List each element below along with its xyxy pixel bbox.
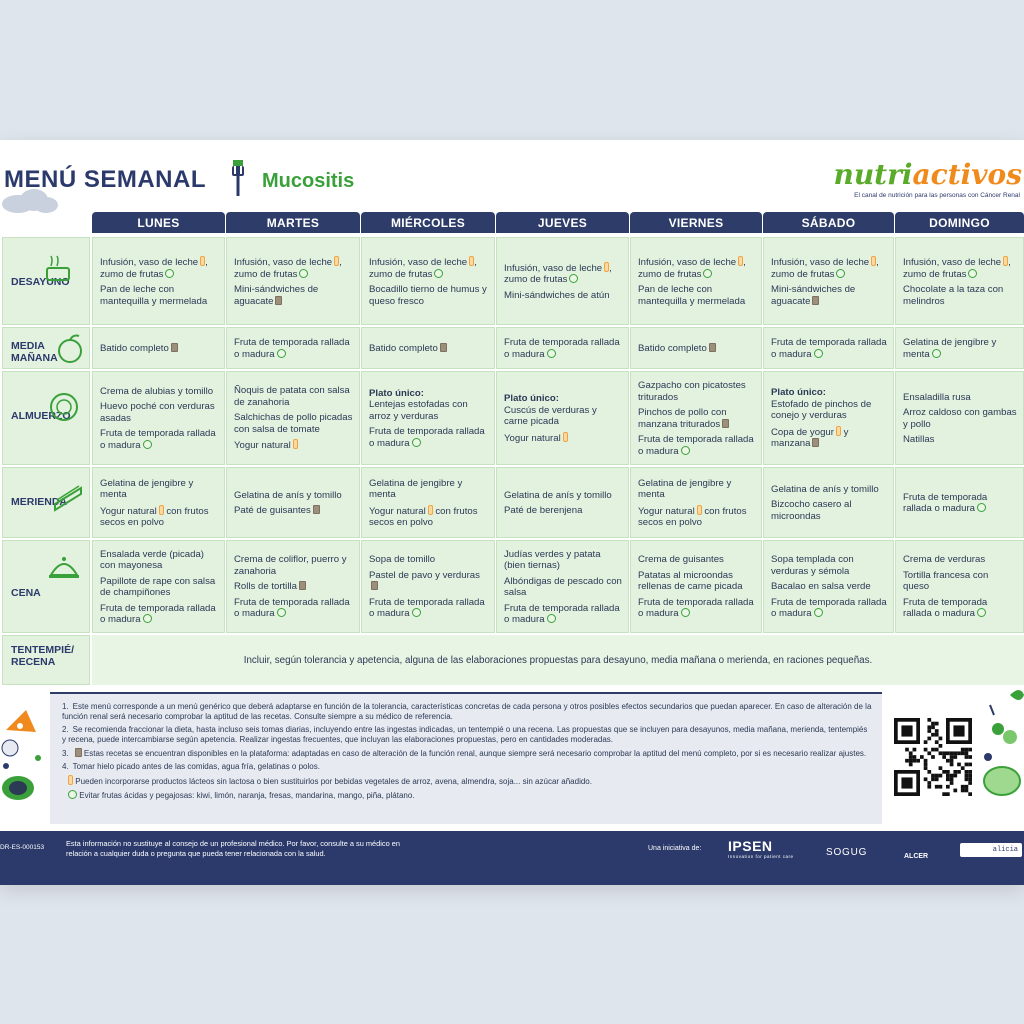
menu-item: Huevo poché con verduras asadas xyxy=(100,401,215,424)
recipe-icon xyxy=(299,581,306,590)
fruit-icon xyxy=(165,269,174,278)
fruit-icon xyxy=(932,349,941,358)
fruit-icon xyxy=(277,608,286,617)
fruit-icon xyxy=(68,790,77,799)
menu-item: Mini-sándwiches de aguacate xyxy=(771,284,856,307)
menu-item: Fruta de temporada rallada o madura xyxy=(903,596,988,620)
day-header-5: SÁBADO xyxy=(763,212,894,233)
meal-row xyxy=(2,327,1024,369)
fruit-icon xyxy=(547,349,556,358)
qr-code[interactable] xyxy=(894,718,972,796)
menu-cell xyxy=(895,467,1024,538)
meal-row xyxy=(2,467,1024,538)
row-label-tentempie: TENTEMPIÉ/ RECENA xyxy=(2,635,90,685)
menu-cell xyxy=(92,467,225,538)
menu-cell xyxy=(895,371,1024,465)
menu-item: Yogur natural con frutos secos en polvo xyxy=(369,505,478,528)
menu-item: Natillas xyxy=(903,434,935,445)
menu-item: Rolls de tortilla xyxy=(234,581,353,593)
day-header-2: MIÉRCOLES xyxy=(361,212,495,233)
menu-item: Pan de leche con mantequilla y mermelada xyxy=(638,284,746,307)
day-header-3: JUEVES xyxy=(496,212,629,233)
menu-item: Arroz caldoso con gambas y pollo xyxy=(903,407,1017,430)
menu-item: Judías verdes y patata (bien tiernas) xyxy=(504,548,601,571)
menu-cell xyxy=(630,327,762,369)
menu-item: Yogur natural xyxy=(234,439,353,452)
menu-item: Fruta de temporada rallada o madura xyxy=(504,337,620,360)
menu-item: Fruta de temporada rallada o madura xyxy=(369,596,485,620)
menu-cell xyxy=(895,237,1024,325)
alcer-logo[interactable]: ALCER xyxy=(904,853,929,860)
menu-item: Paté de berenjena xyxy=(504,505,583,516)
brand-tagline: El canal de nutrición para las personas con Cáncer Renal xyxy=(854,192,1020,199)
fruit-icon xyxy=(412,438,421,447)
menu-item: Fruta de temporada rallada o madura xyxy=(234,337,350,360)
menu-item: Fruta de temporada rallada o madura xyxy=(369,426,485,449)
fruit-icon xyxy=(814,608,823,617)
menu-item: Crema de coliflor, puerro y zanahoria xyxy=(234,554,347,577)
menu-item: Infusión, vaso de leche , zumo de frutas xyxy=(504,262,612,286)
plate-icon xyxy=(47,390,81,424)
menu-item: Infusión, vaso de leche , zumo de frutas xyxy=(234,257,342,280)
alicia-logo[interactable]: alicia xyxy=(960,843,1022,857)
menu-cell xyxy=(496,327,629,369)
row-label: ALMUERZO xyxy=(2,371,90,465)
menu-item: Papillote de rape con salsa de champiñones xyxy=(100,575,216,598)
menu-cell xyxy=(361,327,495,369)
fruit-icon xyxy=(569,274,578,283)
meal-row xyxy=(2,371,1024,465)
fruit-icon xyxy=(547,614,556,623)
menu-item: Crema de alubias y tomillo xyxy=(100,385,214,397)
fruit-icon xyxy=(836,269,845,278)
menu-item: Mini-sándwiches de aguacate xyxy=(234,284,319,307)
menu-item: Salchichas de pollo picadas con salsa de tomate xyxy=(234,412,353,435)
page-title: MENÚ SEMANAL xyxy=(4,166,206,193)
tentempie-text: Incluir, según tolerancia y apetencia, alguna de las elaboraciones propuestas para desayuno, media mañana o merienda, en raciones pequeñas. xyxy=(92,635,1024,685)
sogug-logo[interactable]: SOGUG xyxy=(826,847,868,858)
row-label: MEDIA MAÑANA xyxy=(2,327,90,369)
recipe-icon xyxy=(812,296,819,305)
menu-item: Tortilla francesa con queso xyxy=(903,569,989,593)
menu-item: Gelatina de jengibre y menta xyxy=(369,477,463,500)
day-header-4: VIERNES xyxy=(630,212,762,233)
menu-cell xyxy=(630,371,762,465)
fruit-icon xyxy=(277,349,286,358)
brand-logo: nutriactivos xyxy=(833,158,1022,191)
menu-item: Gelatina de jengibre y menta xyxy=(903,337,997,360)
document-code: DR-ES-000153 xyxy=(0,844,45,851)
meal-row xyxy=(2,540,1024,633)
fruit-icon xyxy=(977,503,986,512)
menu-item: Pan de leche con mantequilla y mermelada xyxy=(100,284,208,307)
menu-cell xyxy=(763,371,894,465)
lactose-icon xyxy=(293,439,298,449)
menu-item: Yogur natural xyxy=(504,432,622,445)
menu-cell xyxy=(226,371,360,465)
menu-item: Crema de verduras xyxy=(903,554,986,566)
note-item: Evitar frutas ácidas y pegajosas: kiwi, limón, naranja, fresas, mandarina, mango, piña, plátano. xyxy=(62,790,872,801)
recipe-icon xyxy=(171,343,178,352)
menu-item: Bacalao en salsa verde xyxy=(771,581,871,593)
recipe-icon xyxy=(709,343,716,352)
fruit-icon xyxy=(968,269,977,278)
menu-cell xyxy=(226,540,360,633)
note-item: Pueden incorporarse productos lácteos sin lactosa o bien sustituirlos por bebidas vegetales de arroz, avena, almendra, soja... sin azúcar añadido. xyxy=(62,775,872,787)
menu-item: Fruta de temporada rallada o madura xyxy=(100,602,216,625)
fork-icon xyxy=(228,160,248,196)
note-item: 2. Se recomienda fraccionar la dieta, hasta incluso seis tomas diarias, incluyendo entre las ingestas indicadas, un tentempié o una recena. Las propuestas que se incluyen para desayunos, media mañana, merienda, tentempiés y recena, puede intercambiarse según apetencia. Realizar ingestas frecuentes, que incluyan las elaboraciones propuestas, pero en cantidades moderadas. xyxy=(62,725,868,744)
note-item: 3. Estas recetas se encuentran disponibles en la plataforma: adaptadas en caso de alteración de la función renal, aunque siempre será necesario comprobar la aptitud del menú completo, por si es necesario realizar ajustes. xyxy=(62,749,867,758)
day-header-0: LUNES xyxy=(92,212,225,233)
tentempie-row xyxy=(2,635,1024,685)
menu-cell xyxy=(226,327,360,369)
menu-item: Copa de yogur y manzana xyxy=(771,426,849,450)
menu-item: Plato único: Cuscús de verduras y carne picada xyxy=(504,393,597,427)
menu-item: Mini-sándwiches de atún xyxy=(504,289,610,301)
menu-item: Gelatina de anís y tomillo xyxy=(234,489,342,501)
menu-cell xyxy=(630,467,762,538)
menu-item: Gelatina de anís y tomillo xyxy=(504,489,612,501)
menu-item: Albóndigas de pescado con salsa xyxy=(504,575,622,598)
menu-item: Gazpacho con picatostes triturados xyxy=(638,380,746,403)
menu-cell xyxy=(361,237,495,325)
menu-item: Sopa de tomillo xyxy=(369,554,436,566)
note-item: 1. Este menú corresponde a un menú genérico que deberá adaptarse en función de la tolerancia, características concretas de cada persona y otros posibles efectos secundarios que puedan aparecer. En caso de alteración de la función renal será necesario comprobar la aptitud de las recetas. Consulte siempre a su médico de referencia. xyxy=(62,702,872,721)
menu-item: Bocadillo tierno de humus y queso fresco xyxy=(369,284,487,307)
menu-item: Plato único: Estofado de pinchos de conejo y verduras xyxy=(771,387,872,422)
menu-sheet xyxy=(0,140,1024,885)
menu-item: Batido completo xyxy=(369,343,488,355)
recipe-icon xyxy=(812,438,819,447)
initiative-label: Una iniciativa de: xyxy=(648,845,702,852)
menu-item: Fruta de temporada rallada o madura xyxy=(100,428,216,451)
menu-cell xyxy=(92,237,225,325)
recipe-icon xyxy=(75,748,82,757)
note-item: 4. Tomar hielo picado antes de las comidas, agua fría, gelatinas o polos. xyxy=(62,762,320,771)
notes-panel xyxy=(50,692,882,824)
menu-item: Ñoquis de patata con salsa de zanahoria xyxy=(234,385,350,408)
fruit-icon xyxy=(143,440,152,449)
menu-item: Fruta de temporada rallada o madura xyxy=(903,491,988,514)
menu-cell xyxy=(361,371,495,465)
menu-cell xyxy=(496,540,629,633)
menu-item: Sopa templada con verduras y sémola xyxy=(771,554,854,577)
fruit-icon xyxy=(814,349,823,358)
menu-item: Bizcocho casero al microondas xyxy=(771,499,852,522)
menu-cell xyxy=(630,540,762,633)
menu-item: Infusión, vaso de leche , zumo de frutas xyxy=(903,257,1011,280)
menu-item: Infusión, vaso de leche , zumo de frutas xyxy=(638,257,746,280)
menu-item: Fruta de temporada rallada o madura xyxy=(638,434,754,457)
menu-item: Crema de guisantes xyxy=(638,554,724,566)
lactose-icon xyxy=(68,775,73,785)
menu-item: Fruta de temporada rallada o madura xyxy=(504,602,620,625)
menu-item: Fruta de temporada rallada o madura xyxy=(638,596,754,620)
menu-item: Yogur natural con frutos secos en polvo xyxy=(638,505,747,528)
lactose-icon xyxy=(563,432,568,442)
menu-item: Chocolate a la taza con melindros xyxy=(903,284,1004,307)
fruit-icon xyxy=(977,608,986,617)
breakfast-icon xyxy=(41,252,75,286)
menu-item: Gelatina de jengibre y menta xyxy=(638,477,732,500)
menu-item: Fruta de temporada rallada o madura xyxy=(234,596,350,620)
recipe-icon xyxy=(313,505,320,514)
day-header-1: MARTES xyxy=(226,212,360,233)
sandwich-icon xyxy=(51,480,85,514)
vegetables-illustration-right xyxy=(980,685,1024,810)
page-subtitle: Mucositis xyxy=(262,170,355,192)
menu-item: Yogur natural con frutos secos en polvo xyxy=(100,505,209,528)
menu-cell xyxy=(361,467,495,538)
fruit-icon xyxy=(143,614,152,623)
menu-cell xyxy=(226,237,360,325)
row-label: DESAYUNO xyxy=(2,237,90,325)
menu-cell xyxy=(226,467,360,538)
menu-cell xyxy=(895,540,1024,633)
menu-cell xyxy=(92,540,225,633)
menu-item: Ensalada verde (picada) con mayonesa xyxy=(100,548,204,571)
menu-item: Patatas al microondas rellenas de carne picada xyxy=(638,569,743,593)
menu-item: Fruta de temporada rallada o madura xyxy=(771,596,887,620)
menu-item: Pastel de pavo y verduras xyxy=(369,570,488,593)
vegetables-illustration-left xyxy=(0,700,46,810)
menu-cell xyxy=(763,327,894,369)
fruit-icon xyxy=(681,608,690,617)
disclaimer: Esta información no sustituye al consejo de un profesional médico. Por favor, consulte a su médico en relación a cualquier duda o pregunta que pueda tener relacionada con la salud. xyxy=(66,839,400,858)
menu-cell xyxy=(895,327,1024,369)
row-label: CENA xyxy=(2,540,90,633)
footer xyxy=(0,831,1024,885)
fruit-icon xyxy=(412,608,421,617)
menu-item: Infusión, vaso de leche , zumo de frutas xyxy=(771,257,879,280)
menu-item: Gelatina de jengibre y menta xyxy=(100,477,194,500)
menu-item: Pinchos de pollo con manzana triturados xyxy=(638,407,755,430)
cloche-icon xyxy=(47,551,81,585)
menu-item: Plato único: Lentejas estofadas con arroz y verduras xyxy=(369,387,468,422)
fruit-icon xyxy=(434,269,443,278)
menu-cell xyxy=(496,371,629,465)
fruit-icon xyxy=(703,269,712,278)
menu-item: Paté de guisantes xyxy=(234,505,353,517)
menu-cell xyxy=(496,467,629,538)
menu-item: Gelatina de anís y tomillo xyxy=(771,483,879,495)
menu-cell xyxy=(361,540,495,633)
day-header-6: DOMINGO xyxy=(895,212,1024,233)
menu-cell xyxy=(92,327,225,369)
menu-cell xyxy=(763,467,894,538)
ipsen-logo[interactable]: IPSEN Innovation for patient care xyxy=(728,838,794,859)
menu-item: Fruta de temporada rallada o madura xyxy=(771,337,887,360)
menu-item: Infusión, vaso de leche , zumo de frutas xyxy=(369,257,477,280)
recipe-icon xyxy=(440,343,447,352)
recipe-icon xyxy=(371,581,378,590)
menu-cell xyxy=(92,371,225,465)
menu-item: Batido completo xyxy=(638,343,755,355)
menu-cell xyxy=(496,237,629,325)
fruit-icon xyxy=(681,446,690,455)
menu-item: Infusión, vaso de leche , zumo de frutas xyxy=(100,257,208,280)
menu-cell xyxy=(763,237,894,325)
row-label: MERIENDA xyxy=(2,467,90,538)
menu-cell xyxy=(630,237,762,325)
menu-item: Ensaladilla rusa xyxy=(903,391,971,403)
apple-icon xyxy=(53,332,87,366)
fruit-icon xyxy=(299,269,308,278)
recipe-icon xyxy=(275,296,282,305)
menu-cell xyxy=(763,540,894,633)
recipe-icon xyxy=(722,419,729,428)
menu-item: Batido completo xyxy=(100,343,218,355)
meal-row xyxy=(2,237,1024,325)
